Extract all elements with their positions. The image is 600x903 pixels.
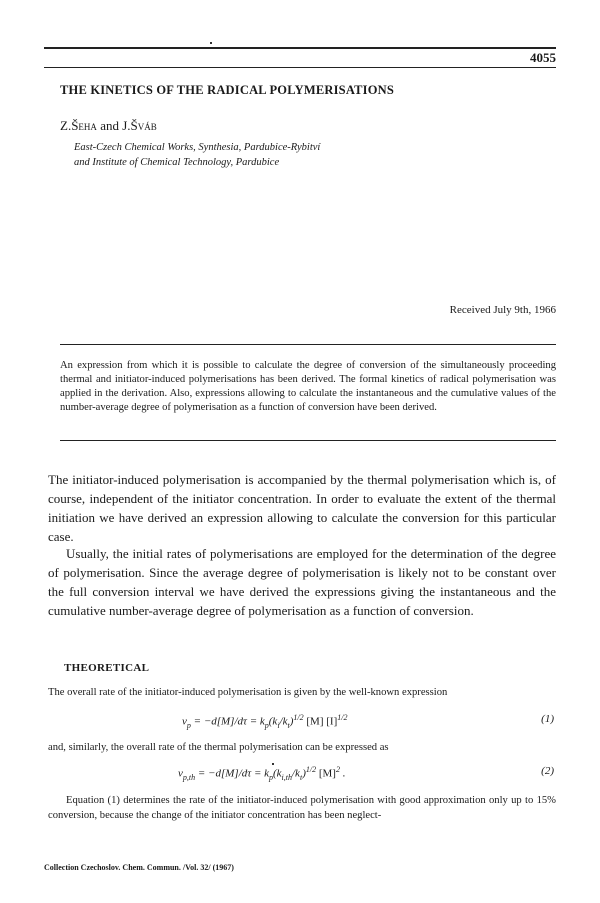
authors xyxy=(60,118,157,134)
equation-2: $v_{p,th} = -d[M]/d\tau = k_p(k_{i,th}/k_t)^{1/2}$ $[M]^2$ . xyxy=(178,765,346,782)
equation-2-number: (2) xyxy=(541,765,554,777)
abstract-top-rule xyxy=(60,344,556,345)
intro-paragraph-1: The initiator-induced polymerisation is accompanied by the thermal polymerisation which is, of course, independent of the initiator concentration. In order to evaluate the extent of the thermal initiation we have derived an expression allowing to calculate the conversion for this particular case. xyxy=(48,472,556,544)
intro-paragraph-2: Usually, the initial rates of polymerisations are employed for the determination of the degree of polymerisation. Since the average degree of polymerisation is likely not to be constant over the full conversion interval we have derived the expressions giving the instantaneous and the cumulative number-average degree of polymerisation as a function of conversion. xyxy=(48,546,556,618)
author-1-name: Šeha xyxy=(71,118,97,133)
equation-1: $v_p = -d[M]/d\tau = k_p(k_i/k_t)^{1/2}$ [M] $[I]^{1/2}$ xyxy=(182,713,348,730)
footer-citation: Collection Czechoslov. Chem. Commun. /Vol. 32/ (1967) xyxy=(44,863,234,872)
affiliation-line-2: and Institute of Chemical Technology, Pardubice xyxy=(74,157,280,168)
authors-and: and xyxy=(96,118,123,133)
section-paragraph-2: and, similarly, the overall rate of the thermal polymerisation can be expressed as xyxy=(48,742,389,753)
author-2-name: Šváb xyxy=(130,118,157,133)
equation-1-number: (1) xyxy=(541,713,554,725)
top-rule xyxy=(44,47,556,49)
section-heading: THEORETICAL xyxy=(64,662,150,674)
received-date: Received July 9th, 1966 xyxy=(449,304,556,316)
page-number: 4055 xyxy=(530,50,556,65)
section-paragraph-1: The overall rate of the initiator-induced polymerisation is given by the well-known expression xyxy=(48,687,448,698)
abstract-bottom-rule xyxy=(60,440,556,441)
header-rule xyxy=(44,67,556,68)
abstract: An expression from which it is possible to calculate the degree of conversion of the simultaneously proceeding thermal and initiator-induced polymerisations has been derived. The formal kinetics of radical polymerisation was applied in the derivation. Also, expressions allowing to calculate the instantaneous and the cumulative values of the number-average degree of polymerisation as a function of conversion have been derived. xyxy=(60,360,556,414)
speck-mark xyxy=(210,42,212,44)
author-1-initial: Z. xyxy=(60,118,72,133)
affiliation-line-1: East-Czech Chemical Works, Synthesia, Pardubice-Rybitví xyxy=(74,142,321,153)
affiliation xyxy=(74,140,320,170)
section-paragraph-3: Equation (1) determines the rate of the initiator-induced polymerisation with good approximation only up to 15% conversion, because the change of the initiator concentration has been neglect- xyxy=(48,795,556,821)
article-title: THE KINETICS OF THE RADICAL POLYMERISATIONS xyxy=(60,83,395,97)
author-2-initial: J. xyxy=(122,118,131,133)
